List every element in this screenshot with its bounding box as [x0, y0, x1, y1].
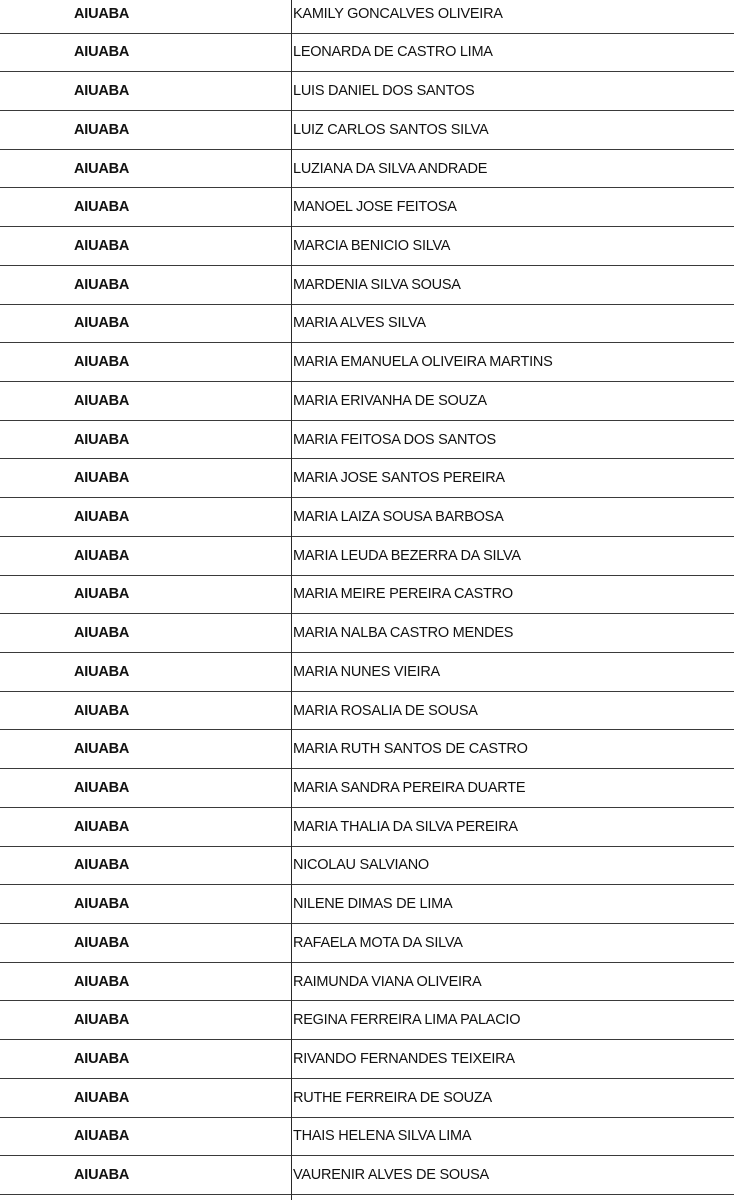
name-cell: MARIA ERIVANHA DE SOUZA — [293, 392, 487, 409]
name-cell: RAIMUNDA VIANA OLIVEIRA — [293, 973, 482, 990]
table-row — [0, 1079, 734, 1118]
city-cell: AIUABA — [74, 973, 130, 990]
city-cell: AIUABA — [74, 160, 130, 177]
city-cell: AIUABA — [74, 315, 130, 332]
city-cell: AIUABA — [74, 276, 130, 293]
city-cell: AIUABA — [74, 780, 130, 797]
name-cell: RAFAELA MOTA DA SILVA — [293, 934, 463, 951]
name-cell: MANOEL JOSE FEITOSA — [293, 199, 457, 216]
city-cell: AIUABA — [74, 896, 130, 913]
name-cell: MARIA NUNES VIEIRA — [293, 663, 440, 680]
name-cell: LUIS DANIEL DOS SANTOS — [293, 83, 475, 100]
table-row — [0, 1118, 734, 1157]
table-row — [0, 0, 734, 34]
name-cell: KAMILY GONCALVES OLIVEIRA — [293, 6, 503, 23]
city-cell: AIUABA — [74, 818, 130, 835]
table-row — [0, 769, 734, 808]
table-row — [0, 1001, 734, 1040]
table-row — [0, 576, 734, 615]
city-cell: AIUABA — [74, 237, 130, 254]
table-row — [0, 188, 734, 227]
name-cell: MARIA EMANUELA OLIVEIRA MARTINS — [293, 354, 553, 371]
city-cell: AIUABA — [74, 625, 130, 642]
table-row — [0, 653, 734, 692]
name-cell: VAURENIR ALVES DE SOUSA — [293, 1167, 489, 1184]
name-cell: MARIA ROSALIA DE SOUSA — [293, 702, 478, 719]
table-row — [0, 537, 734, 576]
table-row — [0, 963, 734, 1002]
city-cell: AIUABA — [74, 44, 130, 61]
table-row — [0, 1040, 734, 1079]
table-row — [0, 808, 734, 847]
column-divider-continuation — [291, 1190, 292, 1200]
city-cell: AIUABA — [74, 857, 130, 874]
city-cell: AIUABA — [74, 392, 130, 409]
name-cell: MARCIA BENICIO SILVA — [293, 237, 451, 254]
table-row — [0, 150, 734, 189]
city-cell: AIUABA — [74, 1089, 130, 1106]
city-cell: AIUABA — [74, 1051, 130, 1068]
name-cell: RUTHE FERREIRA DE SOUZA — [293, 1089, 492, 1106]
name-cell: REGINA FERREIRA LIMA PALACIO — [293, 1012, 521, 1029]
name-cell: LEONARDA DE CASTRO LIMA — [293, 44, 493, 61]
city-cell: AIUABA — [74, 83, 130, 100]
table-row — [0, 924, 734, 963]
table-row — [0, 885, 734, 924]
table-row — [0, 305, 734, 344]
city-cell: AIUABA — [74, 354, 130, 371]
table-row — [0, 34, 734, 73]
table-row — [0, 266, 734, 305]
city-cell: AIUABA — [74, 586, 130, 603]
name-cell: LUZIANA DA SILVA ANDRADE — [293, 160, 488, 177]
table-row — [0, 459, 734, 498]
table-row — [0, 421, 734, 460]
city-cell: AIUABA — [74, 934, 130, 951]
name-cell: MARDENIA SILVA SOUSA — [293, 276, 461, 293]
name-cell: MARIA LEUDA BEZERRA DA SILVA — [293, 547, 521, 564]
city-cell: AIUABA — [74, 663, 130, 680]
city-cell: AIUABA — [74, 508, 130, 525]
name-cell: MARIA MEIRE PEREIRA CASTRO — [293, 586, 513, 603]
city-cell: AIUABA — [74, 470, 130, 487]
city-cell: AIUABA — [74, 702, 130, 719]
name-cell: RIVANDO FERNANDES TEIXEIRA — [293, 1051, 515, 1068]
city-cell: AIUABA — [74, 431, 130, 448]
name-cell: NILENE DIMAS DE LIMA — [293, 896, 453, 913]
name-cell: MARIA NALBA CASTRO MENDES — [293, 625, 514, 642]
table-row — [0, 382, 734, 421]
table-row — [0, 614, 734, 653]
name-cell: THAIS HELENA SILVA LIMA — [293, 1128, 472, 1145]
table-row — [0, 498, 734, 537]
table-row — [0, 343, 734, 382]
name-cell: LUIZ CARLOS SANTOS SILVA — [293, 121, 489, 138]
name-cell: NICOLAU SALVIANO — [293, 857, 429, 874]
name-cell: MARIA ALVES SILVA — [293, 315, 426, 332]
name-cell: MARIA SANDRA PEREIRA DUARTE — [293, 780, 526, 797]
city-cell: AIUABA — [74, 199, 130, 216]
table-row — [0, 111, 734, 150]
city-cell: AIUABA — [74, 741, 130, 758]
name-cell: MARIA FEITOSA DOS SANTOS — [293, 431, 496, 448]
name-cell: MARIA THALIA DA SILVA PEREIRA — [293, 818, 518, 835]
table-row — [0, 227, 734, 266]
name-cell: MARIA RUTH SANTOS DE CASTRO — [293, 741, 528, 758]
city-cell: AIUABA — [74, 6, 130, 23]
city-cell: AIUABA — [74, 1012, 130, 1029]
city-cell: AIUABA — [74, 1167, 130, 1184]
city-cell: AIUABA — [74, 121, 130, 138]
table-row — [0, 847, 734, 886]
table-row — [0, 1156, 734, 1195]
table-row — [0, 730, 734, 769]
name-cell: MARIA JOSE SANTOS PEREIRA — [293, 470, 505, 487]
name-cell: MARIA LAIZA SOUSA BARBOSA — [293, 508, 504, 525]
table-row — [0, 692, 734, 731]
city-cell: AIUABA — [74, 547, 130, 564]
table-row — [0, 72, 734, 111]
city-cell: AIUABA — [74, 1128, 130, 1145]
